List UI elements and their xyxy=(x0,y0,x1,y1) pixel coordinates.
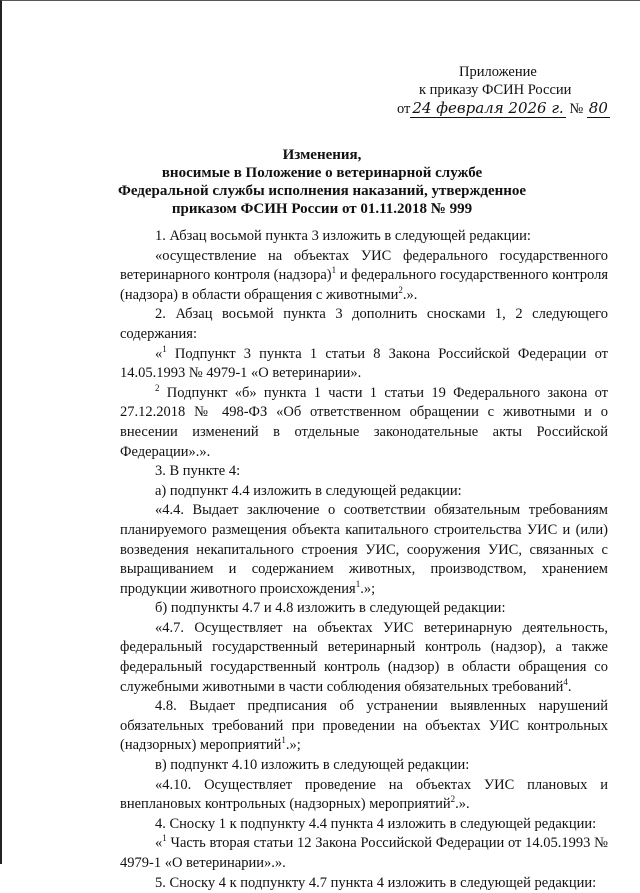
paragraph-5: $^2$ Подпункт «б» пункта 1 части 1 статьи 19 Федерального закона от 27.12.2018 № 498-ФЗ «Об ответственном обращении с животными и о внесении изменений в отдельные законодательные акты Российской Федерации».». xyxy=(120,382,608,460)
handwritten-date: 24 февраля 2026 г. xyxy=(412,99,564,117)
annex-heading: Приложение xyxy=(459,64,537,80)
title-line-1: Изменения, xyxy=(282,147,362,163)
paragraph-9: б) подпункты 4.7 и 4.8 изложить в следующей редакции: xyxy=(155,600,506,617)
paragraph-3: 2. Абзац восьмой пункта 3 дополнить сносками 1, 2 следующего содержания: xyxy=(120,306,608,342)
paragraph-12: в) подпункт 4.10 изложить в следующей редакции: xyxy=(155,757,470,774)
annex-order-ref: к приказу ФСИН России xyxy=(419,82,572,98)
paragraph-8: «4.4. Выдает заключение о соответствии обязательным требованиям планируемого размещения объекта капитального строительства УИС и (или) возведения некапитального строения УИС, сооружения УИС, связанных с выращиванием и содержанием животных, производством, хранением продукции животного происхождения$^1$.»; xyxy=(120,502,608,597)
annex-date-line xyxy=(397,99,612,118)
annex-from-label: от xyxy=(397,101,411,117)
document-body xyxy=(120,227,608,893)
paragraph-6: 3. В пункте 4: xyxy=(155,463,241,480)
title-line-4: приказом ФСИН России от 01.11.2018 № 999 xyxy=(171,201,473,217)
paragraph-11: 4.8. Выдает предписания об устранении выявленных нарушений обязательных требований при проведении на объектах УИС контрольных (надзорных) мероприятий$^1$.»; xyxy=(120,698,608,754)
paragraph-4: «$^1$ Подпункт 3 пункта 1 статьи 8 Закона Российской Федерации от 14.05.1993 № 4979-1 «О ветеринарии». xyxy=(120,343,608,382)
paragraph-16: 5. Сноску 4 к подпункту 4.7 пункта 4 изложить в следующей редакции: xyxy=(155,874,597,891)
annex-block xyxy=(397,63,612,118)
title-line-3: Федеральной службы исполнения наказаний, утвержденное xyxy=(117,183,527,199)
paragraph-1: 1. Абзац восьмой пункта 3 изложить в следующей редакции: xyxy=(155,228,531,244)
paragraph-14: 4. Сноску 1 к подпункту 4.4 пункта 4 изложить в следующей редакции: xyxy=(155,815,597,832)
paragraph-7: а) подпункт 4.4 изложить в следующей редакции: xyxy=(155,482,462,499)
paragraph-10: «4.7. Осуществляет на объектах УИС ветеринарную деятельность, федеральный государственный ветеринарный контроль (надзор), а также федеральный государственный контроль (надзор) в области обращения со служебными животными в части соблюдения обязательных требований$^4$. xyxy=(120,619,608,695)
paragraph-13: «4.10. Осуществляет проведение на объектах УИС плановых и внеплановых контрольных (надзорных) мероприятий$^2$.». xyxy=(120,776,608,813)
annex-number-label: № xyxy=(569,101,584,117)
document-title xyxy=(112,146,532,218)
title-line-2: вносимые в Положение о ветеринарной службе xyxy=(161,165,483,181)
handwritten-number: 80 xyxy=(588,99,608,117)
paragraph-15: «$^1$ Часть вторая статьи 12 Закона Российской Федерации от 14.05.1993 № 4979-1 «О ветеринарии».». xyxy=(120,833,608,871)
paragraph-2: «осуществление на объектах УИС федерального государственного ветеринарного контроля (надзора)$^1$ и федерального государственного контроля (надзора) в области обращения с животными$^2$.». xyxy=(120,247,608,303)
